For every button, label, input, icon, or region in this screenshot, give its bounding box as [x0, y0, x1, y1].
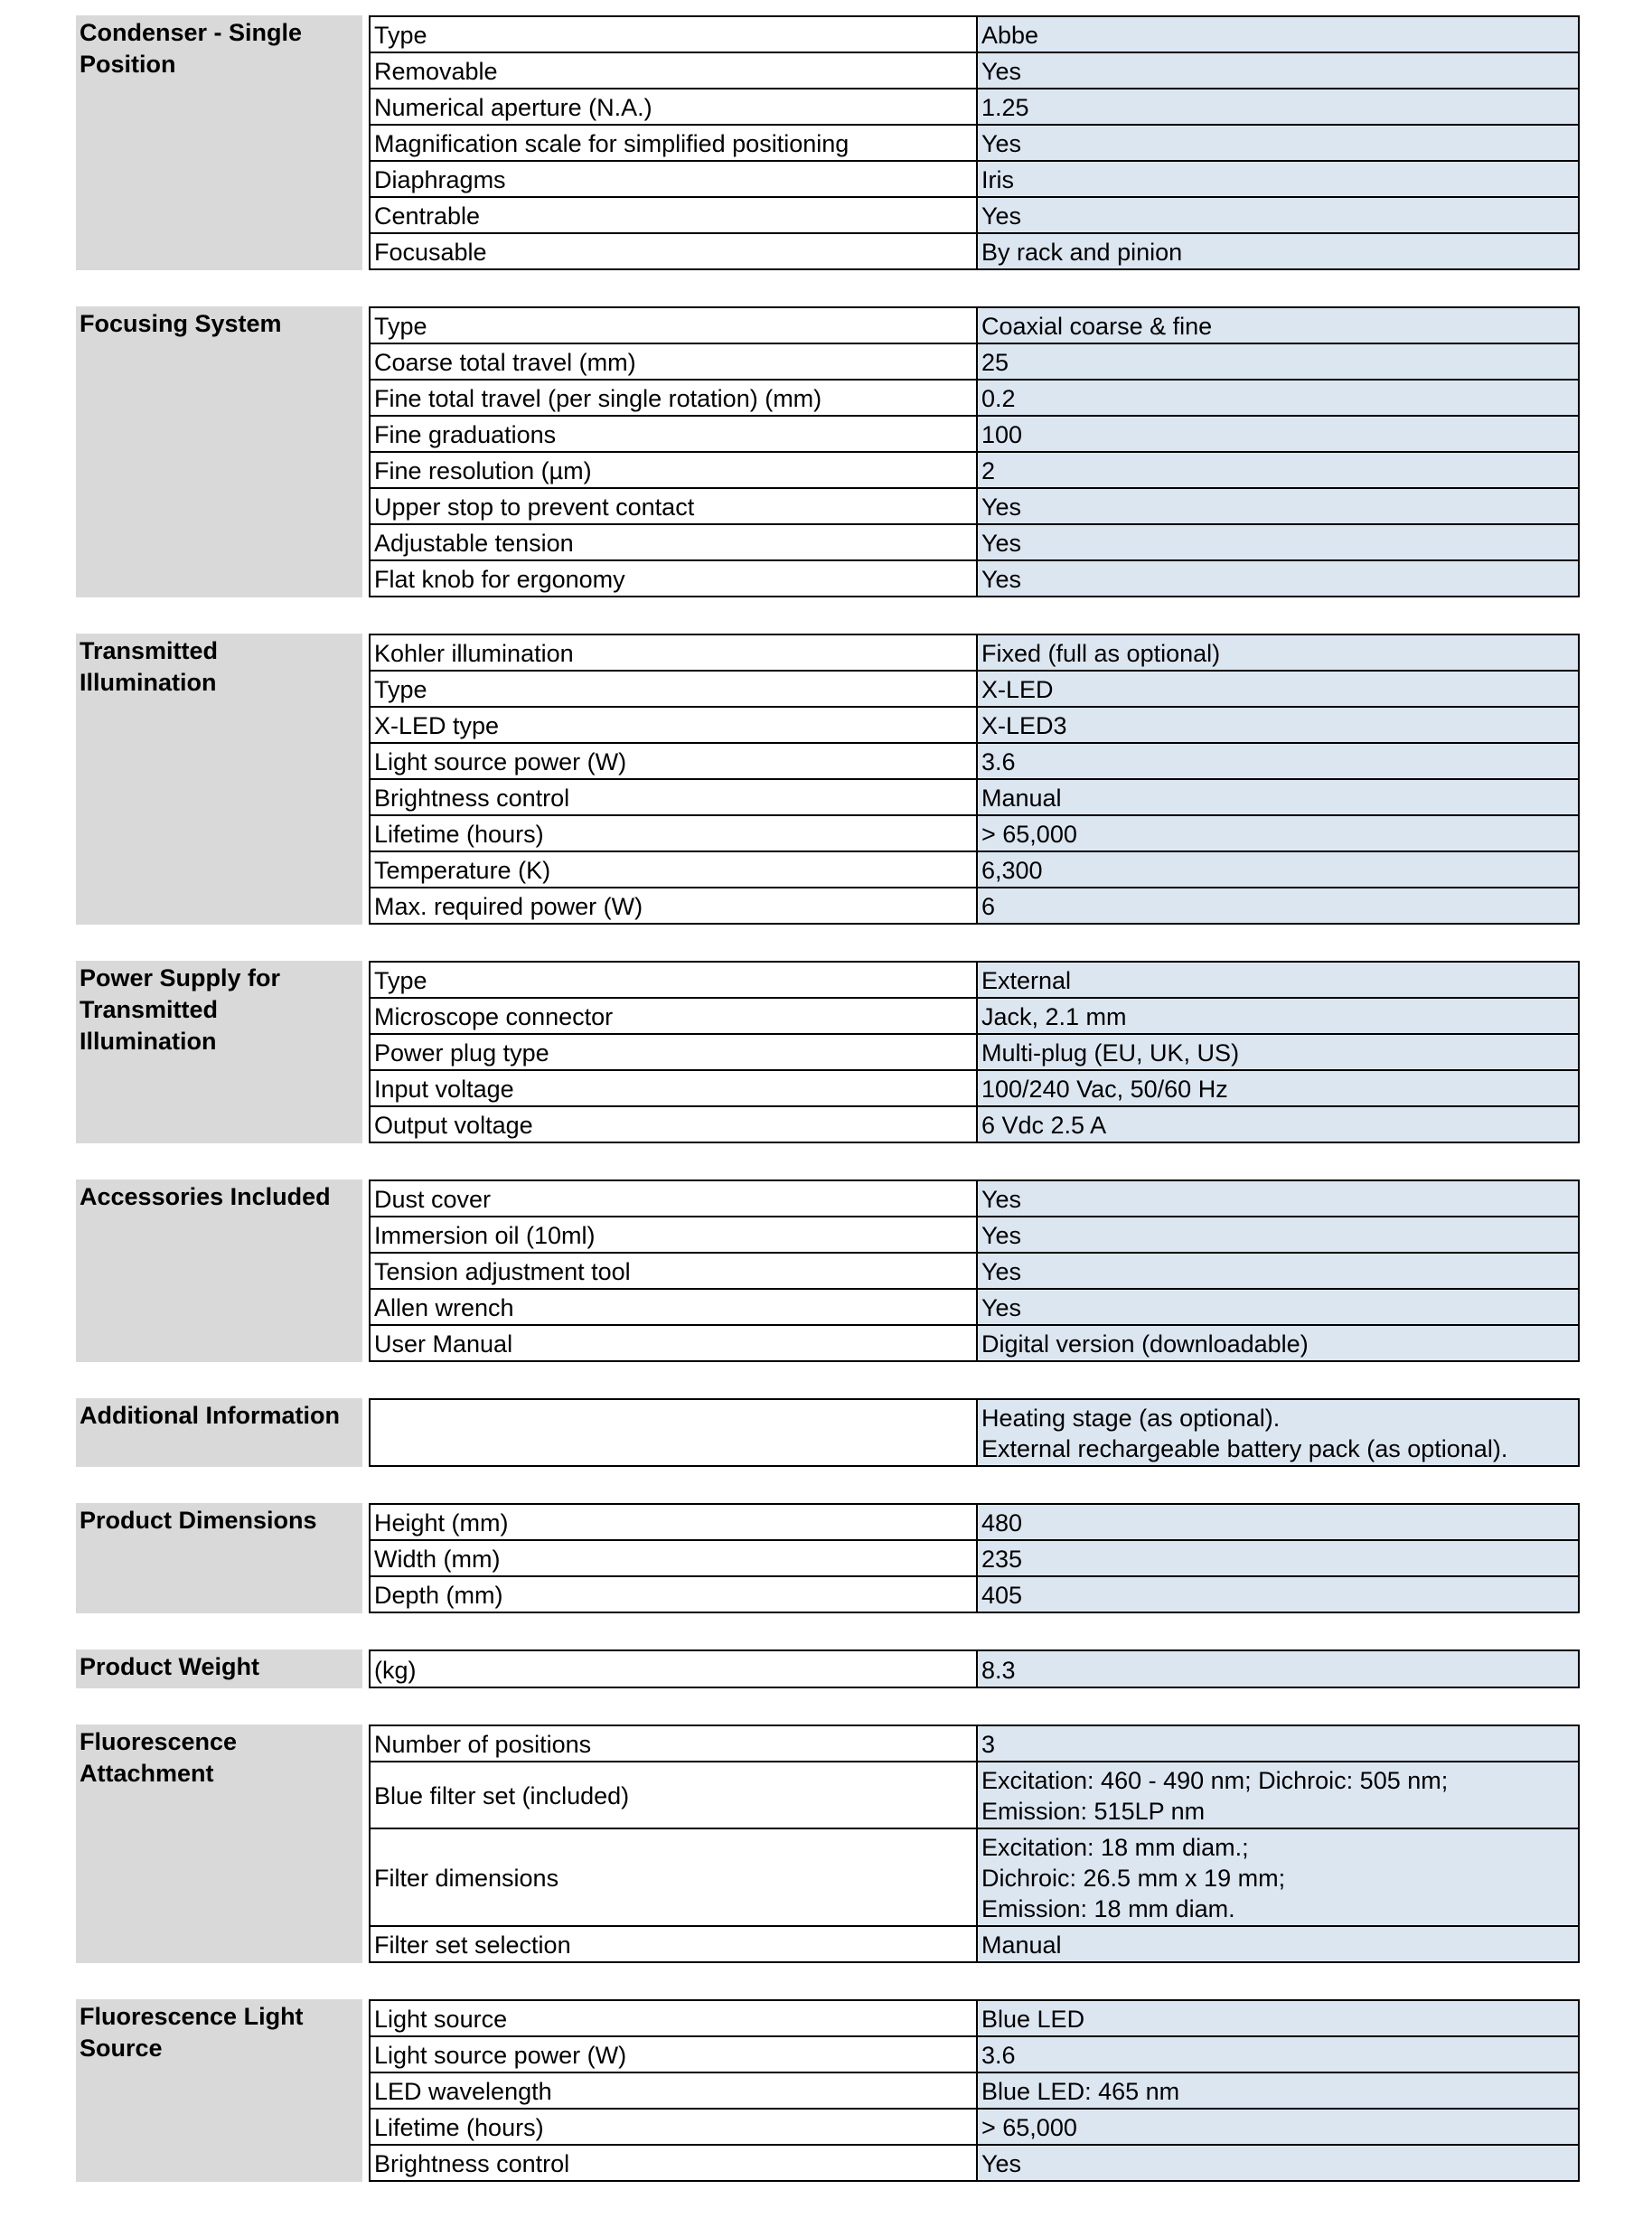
spec-label: Width (mm): [370, 1540, 977, 1576]
spec-value: Fixed (full as optional): [977, 634, 1579, 671]
spec-row: [370, 343, 1579, 380]
spec-label: Filter set selection: [370, 1926, 977, 1962]
spec-label: Dust cover: [370, 1180, 977, 1217]
spec-value: 3: [977, 1725, 1579, 1762]
spec-label: Adjustable tension: [370, 524, 977, 560]
section-title: Focusing System: [76, 306, 362, 597]
spec-row: [370, 416, 1579, 452]
spec-label: Coarse total travel (mm): [370, 343, 977, 380]
spec-value: Excitation: 460 - 490 nm; Dichroic: 505 nm; Emission: 515LP nm: [977, 1762, 1579, 1828]
spec-label: Kohler illumination: [370, 634, 977, 671]
section-gap: [362, 1503, 369, 1613]
spec-row: [370, 125, 1579, 161]
spec-label: Blue filter set (included): [370, 1762, 977, 1828]
spec-value: Yes: [977, 524, 1579, 560]
spec-table: [369, 1398, 1580, 1467]
spec-row: [370, 815, 1579, 851]
spec-row: [370, 1253, 1579, 1289]
section-title: Power Supply for Transmitted Illumination: [76, 961, 362, 1143]
section-gap: [362, 1398, 369, 1467]
spec-label: [370, 1399, 977, 1466]
spec-section: [76, 306, 1580, 597]
section-title: Product Dimensions: [76, 1503, 362, 1613]
spec-label: Fine graduations: [370, 416, 977, 452]
spec-value: Yes: [977, 1289, 1579, 1325]
spec-row: [370, 452, 1579, 488]
spec-row: [370, 233, 1579, 269]
spec-label: Brightness control: [370, 779, 977, 815]
spec-value: 480: [977, 1504, 1579, 1540]
spec-value: 235: [977, 1540, 1579, 1576]
spec-value: External: [977, 962, 1579, 998]
spec-value: 2: [977, 452, 1579, 488]
spec-label: Type: [370, 962, 977, 998]
spec-table: [369, 1999, 1580, 2182]
spec-row: [370, 560, 1579, 597]
spec-label: Power plug type: [370, 1034, 977, 1070]
spec-label: Upper stop to prevent contact: [370, 488, 977, 524]
spec-row: [370, 743, 1579, 779]
spec-value: Blue LED: [977, 2000, 1579, 2036]
spec-label: Fine total travel (per single rotation) (mm): [370, 380, 977, 416]
spec-row: [370, 1399, 1579, 1466]
spec-value: Yes: [977, 197, 1579, 233]
spec-label: Light source power (W): [370, 743, 977, 779]
spec-label: Fine resolution (µm): [370, 452, 977, 488]
spec-row: [370, 2109, 1579, 2145]
spec-label: Microscope connector: [370, 998, 977, 1034]
spec-row: [370, 524, 1579, 560]
spec-label: Numerical aperture (N.A.): [370, 89, 977, 125]
section-title: Product Weight: [76, 1649, 362, 1688]
spec-row: [370, 1725, 1579, 1762]
spec-table: [369, 1503, 1580, 1613]
spec-label: Lifetime (hours): [370, 815, 977, 851]
spec-label: LED wavelength: [370, 2072, 977, 2109]
spec-value: Blue LED: 465 nm: [977, 2072, 1579, 2109]
spec-label: User Manual: [370, 1325, 977, 1361]
spec-value: Yes: [977, 1253, 1579, 1289]
spec-label: Filter dimensions: [370, 1828, 977, 1926]
spec-value: Yes: [977, 1217, 1579, 1253]
spec-label: Light source: [370, 2000, 977, 2036]
spec-row: [370, 1217, 1579, 1253]
spec-label: Focusable: [370, 233, 977, 269]
spec-value: X-LED3: [977, 707, 1579, 743]
spec-row: [370, 779, 1579, 815]
spec-value: 6 Vdc 2.5 A: [977, 1106, 1579, 1142]
spec-section: [76, 15, 1580, 270]
spec-section: [76, 634, 1580, 925]
spec-value: Yes: [977, 52, 1579, 89]
spec-label: Tension adjustment tool: [370, 1253, 977, 1289]
section-title: Transmitted Illumination: [76, 634, 362, 925]
spec-value: 100/240 Vac, 50/60 Hz: [977, 1070, 1579, 1106]
section-title: Condenser - Single Position: [76, 15, 362, 270]
spec-label: Immersion oil (10ml): [370, 1217, 977, 1253]
section-gap: [362, 1649, 369, 1688]
spec-label: X-LED type: [370, 707, 977, 743]
spec-value: 3.6: [977, 743, 1579, 779]
spec-table: [369, 1179, 1580, 1362]
spec-label: Brightness control: [370, 2145, 977, 2181]
spec-value: Heating stage (as optional). External rechargeable battery pack (as optional).: [977, 1399, 1579, 1466]
spec-table: [369, 1649, 1580, 1688]
spec-row: [370, 1762, 1579, 1828]
spec-row: [370, 1650, 1579, 1687]
section-gap: [362, 634, 369, 925]
spec-value: Yes: [977, 125, 1579, 161]
spec-row: [370, 634, 1579, 671]
section-gap: [362, 961, 369, 1143]
spec-value: Yes: [977, 1180, 1579, 1217]
spec-row: [370, 1180, 1579, 1217]
spec-value: 6: [977, 888, 1579, 924]
spec-label: Centrable: [370, 197, 977, 233]
spec-value: Yes: [977, 488, 1579, 524]
spec-row: [370, 707, 1579, 743]
spec-section: [76, 1503, 1580, 1613]
spec-label: Allen wrench: [370, 1289, 977, 1325]
section-gap: [362, 1725, 369, 1963]
spec-label: Magnification scale for simplified positioning: [370, 125, 977, 161]
spec-label: Diaphragms: [370, 161, 977, 197]
spec-sheet: [76, 15, 1580, 2218]
spec-label: Input voltage: [370, 1070, 977, 1106]
spec-label: Type: [370, 671, 977, 707]
section-title: Additional Information: [76, 1398, 362, 1467]
spec-row: [370, 488, 1579, 524]
spec-row: [370, 671, 1579, 707]
spec-row: [370, 380, 1579, 416]
spec-value: Digital version (downloadable): [977, 1325, 1579, 1361]
spec-label: Depth (mm): [370, 1576, 977, 1612]
spec-label: Height (mm): [370, 1504, 977, 1540]
spec-row: [370, 307, 1579, 343]
spec-row: [370, 1540, 1579, 1576]
spec-label: Output voltage: [370, 1106, 977, 1142]
spec-value: Iris: [977, 161, 1579, 197]
spec-row: [370, 1070, 1579, 1106]
spec-value: 3.6: [977, 2036, 1579, 2072]
section-gap: [362, 1179, 369, 1362]
spec-value: 6,300: [977, 851, 1579, 888]
spec-label: Temperature (K): [370, 851, 977, 888]
spec-table: [369, 306, 1580, 597]
spec-label: Type: [370, 307, 977, 343]
spec-value: 25: [977, 343, 1579, 380]
spec-value: By rack and pinion: [977, 233, 1579, 269]
spec-row: [370, 1325, 1579, 1361]
spec-value: Manual: [977, 779, 1579, 815]
spec-row: [370, 851, 1579, 888]
spec-table: [369, 1725, 1580, 1963]
spec-label: Type: [370, 16, 977, 52]
spec-value: Multi-plug (EU, UK, US): [977, 1034, 1579, 1070]
spec-row: [370, 89, 1579, 125]
spec-section: [76, 1725, 1580, 1963]
spec-label: Flat knob for ergonomy: [370, 560, 977, 597]
spec-row: [370, 1576, 1579, 1612]
spec-row: [370, 1926, 1579, 1962]
spec-row: [370, 197, 1579, 233]
section-gap: [362, 15, 369, 270]
spec-section: [76, 1999, 1580, 2182]
spec-row: [370, 998, 1579, 1034]
spec-label: Removable: [370, 52, 977, 89]
spec-value: 8.3: [977, 1650, 1579, 1687]
spec-row: [370, 161, 1579, 197]
spec-table: [369, 634, 1580, 925]
spec-value: Yes: [977, 2145, 1579, 2181]
section-title: Fluorescence Attachment: [76, 1725, 362, 1963]
spec-row: [370, 16, 1579, 52]
spec-row: [370, 1034, 1579, 1070]
spec-row: [370, 1504, 1579, 1540]
spec-value: Jack, 2.1 mm: [977, 998, 1579, 1034]
spec-value: Yes: [977, 560, 1579, 597]
spec-value: Abbe: [977, 16, 1579, 52]
spec-value: 0.2: [977, 380, 1579, 416]
spec-label: Lifetime (hours): [370, 2109, 977, 2145]
spec-row: [370, 2000, 1579, 2036]
spec-row: [370, 52, 1579, 89]
spec-value: 100: [977, 416, 1579, 452]
spec-label: Light source power (W): [370, 2036, 977, 2072]
spec-value: Excitation: 18 mm diam.; Dichroic: 26.5 mm x 19 mm; Emission: 18 mm diam.: [977, 1828, 1579, 1926]
spec-section: [76, 1179, 1580, 1362]
spec-table: [369, 15, 1580, 270]
spec-value: 1.25: [977, 89, 1579, 125]
section-gap: [362, 1999, 369, 2182]
spec-row: [370, 2036, 1579, 2072]
spec-value: > 65,000: [977, 815, 1579, 851]
spec-value: Manual: [977, 1926, 1579, 1962]
section-title: Accessories Included: [76, 1179, 362, 1362]
spec-section: [76, 961, 1580, 1143]
spec-row: [370, 888, 1579, 924]
section-gap: [362, 306, 369, 597]
spec-row: [370, 2072, 1579, 2109]
spec-value: Coaxial coarse & fine: [977, 307, 1579, 343]
spec-row: [370, 1106, 1579, 1142]
section-title: Fluorescence Light Source: [76, 1999, 362, 2182]
spec-value: 405: [977, 1576, 1579, 1612]
spec-row: [370, 962, 1579, 998]
spec-table: [369, 961, 1580, 1143]
spec-row: [370, 2145, 1579, 2181]
spec-label: Number of positions: [370, 1725, 977, 1762]
spec-row: [370, 1289, 1579, 1325]
spec-value: X-LED: [977, 671, 1579, 707]
spec-value: > 65,000: [977, 2109, 1579, 2145]
spec-label: (kg): [370, 1650, 977, 1687]
spec-section: [76, 1398, 1580, 1467]
spec-row: [370, 1828, 1579, 1926]
spec-section: [76, 1649, 1580, 1688]
spec-label: Max. required power (W): [370, 888, 977, 924]
